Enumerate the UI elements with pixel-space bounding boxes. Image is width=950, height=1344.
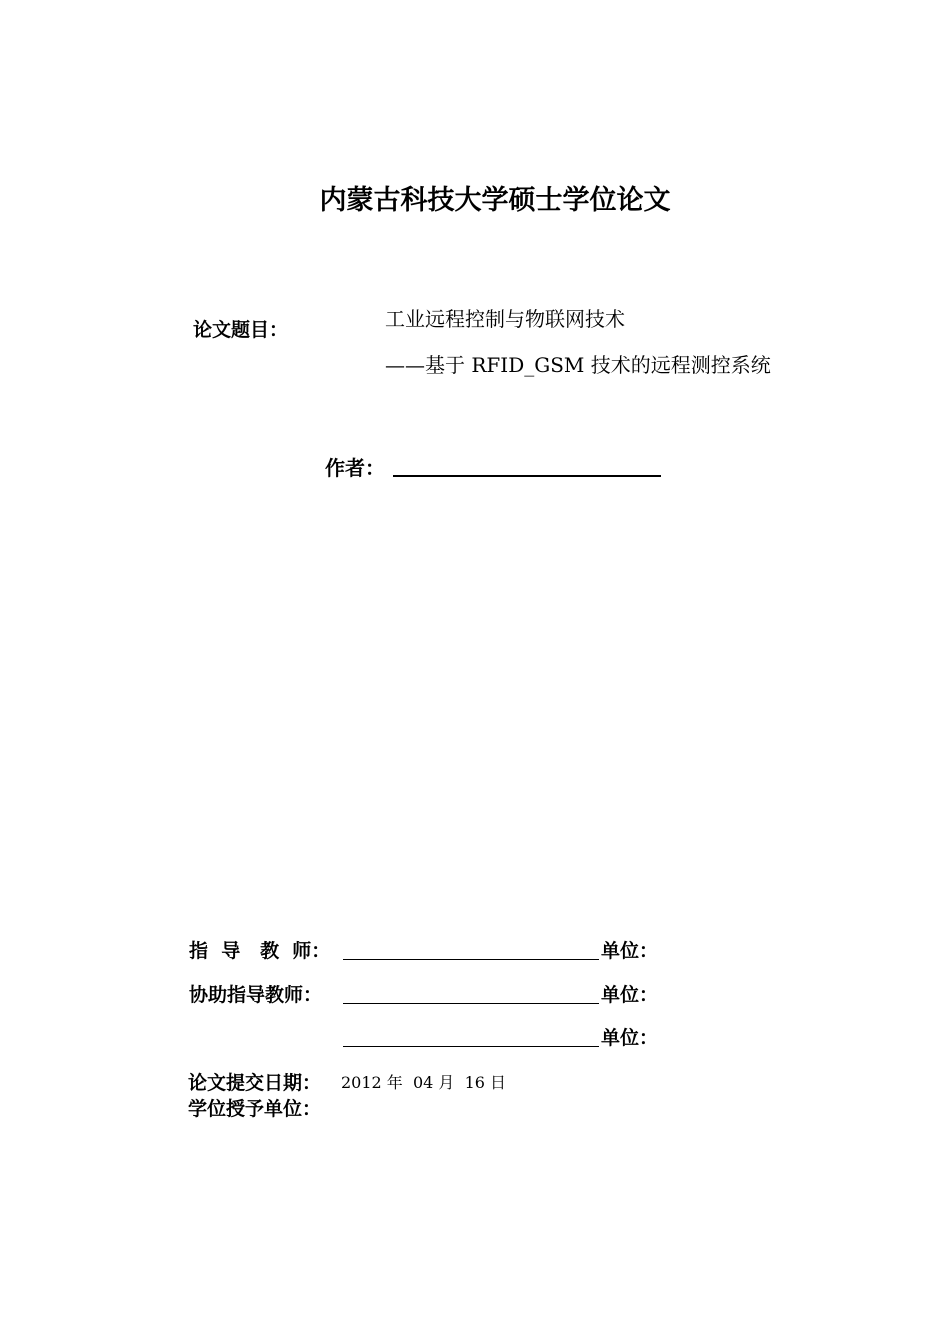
topic-label: 论文题目：: [193, 319, 289, 341]
advisor-field[interactable]: [343, 959, 599, 960]
degree-unit-label: 学位授予单位：: [188, 1098, 322, 1120]
page-title: 内蒙古科技大学硕士学位论文: [319, 185, 671, 216]
co-advisor-label: 协助指导教师：: [189, 984, 323, 1006]
submission-date-label: 论文提交日期：: [188, 1072, 322, 1094]
co-advisor-field[interactable]: [343, 1003, 599, 1004]
submission-date-value: 2012 年 04 月 16 日: [341, 1073, 507, 1092]
topic-line-1: 工业远程控制与物联网技术: [385, 307, 625, 331]
advisor-unit-label: 单位：: [601, 940, 659, 962]
co-advisor-unit-label: 单位：: [601, 984, 659, 1006]
author-field[interactable]: [393, 475, 661, 477]
advisor-label: 指 导 教 师：: [189, 940, 331, 962]
topic-line-2: ——基于 RFID_GSM 技术的远程测控系统: [385, 353, 771, 377]
extra-advisor-field[interactable]: [343, 1046, 599, 1047]
extra-unit-label: 单位：: [601, 1027, 659, 1049]
author-label: 作者：: [325, 456, 385, 480]
